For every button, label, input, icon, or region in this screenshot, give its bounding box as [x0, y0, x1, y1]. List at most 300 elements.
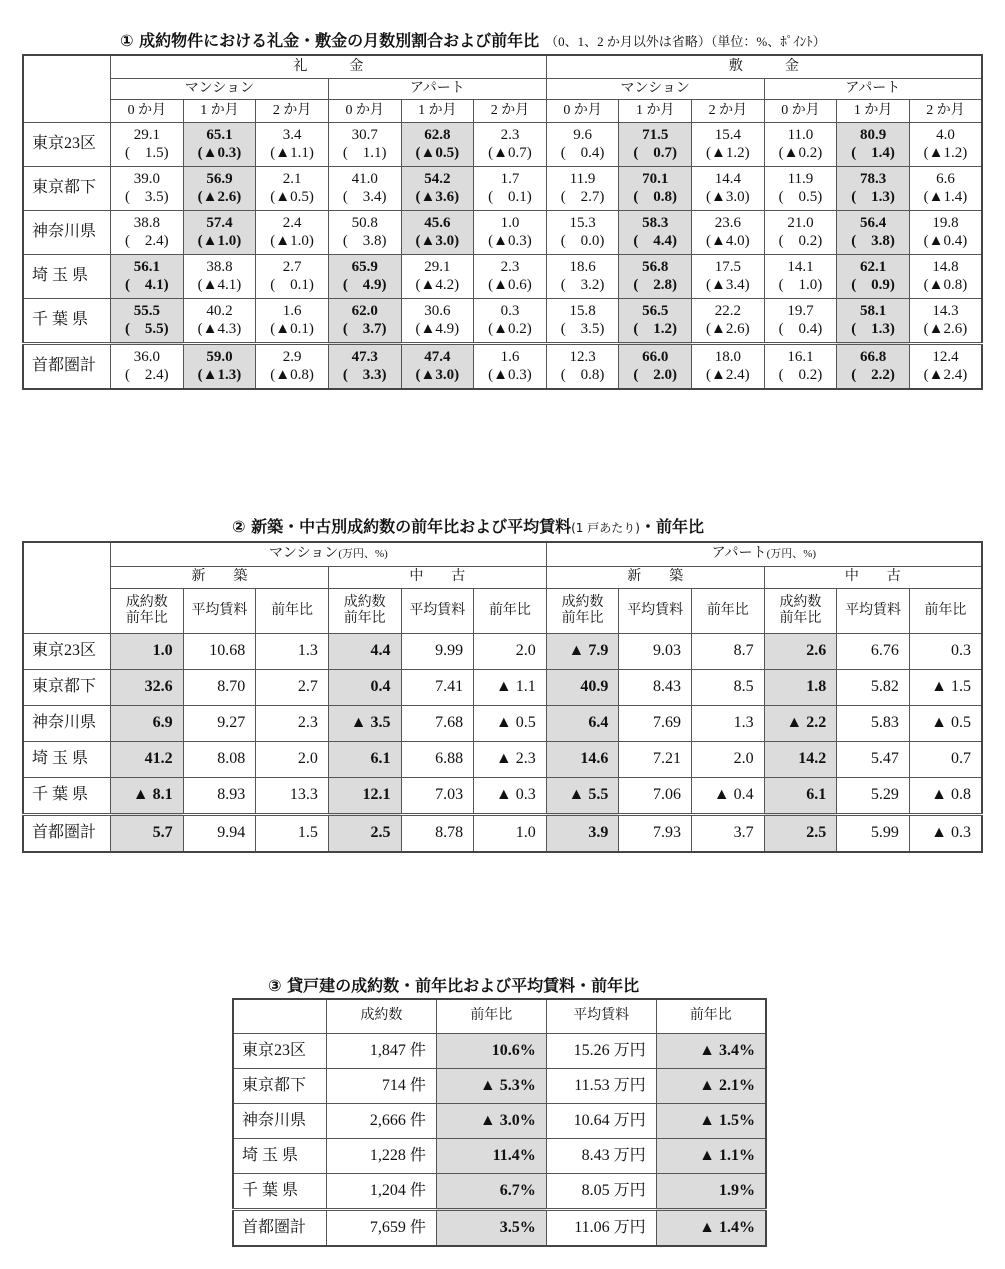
- change-value: ( 1.1): [342, 144, 387, 161]
- ratio-value: 57.4: [206, 215, 233, 232]
- value-cell: 2.0: [256, 742, 329, 778]
- change-value: (▲4.3): [197, 320, 242, 337]
- value-cell: [401, 123, 474, 167]
- column-header: 前年比: [474, 589, 547, 634]
- column-header: 前年比: [692, 589, 765, 634]
- value-cell: [619, 211, 692, 255]
- value-cell: 8.7: [692, 634, 765, 670]
- row-label: 東京都下: [233, 1069, 327, 1104]
- value-cell: 1.0: [474, 815, 547, 853]
- ratio-value: 36.0: [133, 349, 160, 366]
- ratio-value: 45.6: [424, 215, 451, 232]
- table-row: [23, 815, 982, 853]
- change-value: ( 1.3): [851, 188, 895, 205]
- ratio-value: 18.6: [569, 259, 596, 276]
- change-value: ( 2.8): [633, 276, 678, 293]
- ratio-value: 15.8: [569, 303, 596, 320]
- group-unit: (万円、%): [338, 548, 388, 561]
- change-value: ( 5.5): [124, 320, 169, 337]
- month-header: 2 か月: [256, 100, 329, 123]
- value-cell: [111, 299, 184, 344]
- value-cell: [328, 167, 401, 211]
- value-cell: [111, 123, 184, 167]
- group-header: 礼 金: [111, 55, 547, 79]
- ratio-value: 2.9: [282, 349, 302, 366]
- month-header: 1 か月: [619, 100, 692, 123]
- change-value: ( 0.5): [778, 188, 823, 205]
- group-header: [546, 542, 982, 567]
- change-value: ( 3.5): [124, 188, 169, 205]
- value-cell: [401, 211, 474, 255]
- month-header: 2 か月: [474, 100, 547, 123]
- header-row: [23, 589, 982, 634]
- value-cell: 40.9: [546, 670, 619, 706]
- ratio-value: 65.1: [206, 127, 233, 144]
- value-cell: [546, 167, 619, 211]
- ratio-value: 3.4: [282, 127, 302, 144]
- value-cell: 6.1: [328, 742, 401, 778]
- ratio-value: 58.1: [859, 303, 887, 320]
- table1-title-text: ① 成約物件における礼金・敷金の月数別割合および前年比: [120, 31, 540, 50]
- value-cell: ▲ 0.4: [692, 778, 765, 815]
- month-header: 2 か月: [692, 100, 765, 123]
- ratio-value: 17.5: [714, 259, 741, 276]
- value-cell: [474, 123, 547, 167]
- value-cell: [764, 167, 837, 211]
- value-cell: [837, 167, 910, 211]
- value-cell: [183, 299, 256, 344]
- change-value: (▲0.3): [488, 366, 532, 383]
- table-row: [23, 670, 982, 706]
- value-cell: ▲ 0.3: [909, 815, 982, 853]
- table2-title: [232, 514, 704, 537]
- kind-header: 新 築: [111, 567, 329, 589]
- value-cell: 7.93: [619, 815, 692, 853]
- value-cell: 2.0: [474, 634, 547, 670]
- value-cell: [692, 211, 765, 255]
- ratio-value: 1.6: [282, 303, 302, 320]
- value-cell: [692, 344, 765, 390]
- header-row: [23, 567, 982, 589]
- table-row: [233, 1069, 766, 1104]
- value-cell: [619, 123, 692, 167]
- table-row: [23, 634, 982, 670]
- value-cell: 1.5: [256, 815, 329, 853]
- value-cell: 5.29: [837, 778, 910, 815]
- value-cell: [909, 211, 982, 255]
- change-value: (▲0.1): [270, 320, 314, 337]
- value-cell: 2.5: [328, 815, 401, 853]
- change-value: (▲0.2): [488, 320, 532, 337]
- table-row: [233, 1139, 766, 1174]
- value-cell: 11.4%: [436, 1139, 546, 1174]
- change-value: (▲0.5): [415, 144, 460, 161]
- column-header: 前年比: [436, 999, 546, 1034]
- table-row: [23, 299, 982, 344]
- ratio-value: 62.8: [424, 127, 451, 144]
- row-label: 首都圏計: [23, 815, 111, 853]
- value-cell: 7.41: [401, 670, 474, 706]
- value-cell: [764, 211, 837, 255]
- value-cell: ▲ 3.5: [328, 706, 401, 742]
- change-value: ( 2.7): [560, 188, 605, 205]
- value-cell: 0.3: [909, 634, 982, 670]
- table-row: [23, 344, 982, 390]
- change-value: ( 3.7): [342, 320, 387, 337]
- value-cell: [909, 167, 982, 211]
- ratio-value: 15.4: [714, 127, 741, 144]
- ratio-value: 40.2: [206, 303, 233, 320]
- value-cell: 14.2: [764, 742, 837, 778]
- value-cell: ▲ 1.5: [909, 670, 982, 706]
- value-cell: ▲ 0.5: [909, 706, 982, 742]
- ratio-value: 1.0: [500, 215, 520, 232]
- ratio-value: 47.3: [351, 349, 378, 366]
- row-label: 千 葉 県: [23, 299, 111, 344]
- column-header: 成約数 前年比: [764, 589, 837, 634]
- ratio-value: 12.3: [569, 349, 596, 366]
- ratio-value: 19.7: [787, 303, 814, 320]
- value-cell: [764, 255, 837, 299]
- value-cell: [474, 255, 547, 299]
- value-cell: 12.1: [328, 778, 401, 815]
- ratio-value: 2.4: [282, 215, 302, 232]
- header-row: [23, 542, 982, 567]
- value-cell: 11.06 万円: [546, 1210, 656, 1247]
- value-cell: ▲ 1.1: [474, 670, 547, 706]
- change-value: (▲0.6): [488, 276, 532, 293]
- value-cell: 8.43 万円: [546, 1139, 656, 1174]
- row-label: 東京23区: [233, 1034, 327, 1069]
- change-value: (▲2.4): [923, 366, 968, 383]
- value-cell: 14.6: [546, 742, 619, 778]
- value-cell: [401, 167, 474, 211]
- column-header: 成約数 前年比: [328, 589, 401, 634]
- change-value: ( 0.8): [633, 188, 678, 205]
- value-cell: [111, 211, 184, 255]
- row-label: 埼 玉 県: [23, 255, 111, 299]
- value-cell: ▲ 1.1%: [656, 1139, 766, 1174]
- value-cell: 6.4: [546, 706, 619, 742]
- row-label: 首都圏計: [23, 344, 111, 390]
- column-header: 平均賃料: [619, 589, 692, 634]
- change-value: ( 1.5): [124, 144, 169, 161]
- table2-title-small: (1 戸あたり): [571, 521, 640, 535]
- value-cell: 7.68: [401, 706, 474, 742]
- table-row: [233, 1104, 766, 1139]
- value-cell: [619, 299, 692, 344]
- table-row: [233, 1034, 766, 1069]
- column-header: 平均賃料: [183, 589, 256, 634]
- change-value: (▲0.8): [923, 276, 968, 293]
- row-label: 埼 玉 県: [23, 742, 111, 778]
- column-header: 成約数: [327, 999, 437, 1034]
- change-value: ( 2.0): [633, 366, 678, 383]
- change-value: (▲0.2): [778, 144, 823, 161]
- ratio-value: 66.8: [859, 349, 887, 366]
- corner-cell: [233, 999, 327, 1034]
- ratio-value: 14.8: [932, 259, 959, 276]
- value-cell: 11.53 万円: [546, 1069, 656, 1104]
- value-cell: [619, 344, 692, 390]
- kind-header: 中 古: [328, 567, 546, 589]
- change-value: ( 1.0): [778, 276, 823, 293]
- change-value: (▲0.8): [270, 366, 314, 383]
- value-cell: 8.70: [183, 670, 256, 706]
- ratio-value: 6.6: [936, 171, 955, 188]
- value-cell: [328, 344, 401, 390]
- ratio-value: 56.8: [642, 259, 669, 276]
- value-cell: [909, 255, 982, 299]
- value-cell: 10.6%: [436, 1034, 546, 1069]
- column-header: 成約数 前年比: [111, 589, 184, 634]
- value-cell: [256, 167, 329, 211]
- value-cell: [692, 123, 765, 167]
- value-cell: [256, 299, 329, 344]
- change-value: (▲0.5): [270, 188, 314, 205]
- value-cell: ▲ 3.0%: [436, 1104, 546, 1139]
- change-value: (▲1.2): [706, 144, 750, 161]
- value-cell: [474, 167, 547, 211]
- value-cell: ▲ 1.4%: [656, 1210, 766, 1247]
- group-header: [111, 542, 547, 567]
- group-header: 敷 金: [546, 55, 982, 79]
- value-cell: 3.9: [546, 815, 619, 853]
- ratio-value: 15.3: [569, 215, 596, 232]
- value-cell: 7.21: [619, 742, 692, 778]
- change-value: ( 4.9): [342, 276, 387, 293]
- value-cell: [619, 255, 692, 299]
- value-cell: 7.69: [619, 706, 692, 742]
- change-value: (▲3.6): [415, 188, 460, 205]
- header-row: [23, 79, 982, 100]
- change-value: (▲0.3): [197, 144, 242, 161]
- value-cell: [474, 344, 547, 390]
- value-cell: [837, 299, 910, 344]
- kind-header: 中 古: [764, 567, 982, 589]
- ratio-value: 54.2: [424, 171, 451, 188]
- value-cell: [183, 167, 256, 211]
- ratio-value: 29.1: [133, 127, 160, 144]
- change-value: (▲0.4): [923, 232, 968, 249]
- column-header: 平均賃料: [546, 999, 656, 1034]
- value-cell: [619, 167, 692, 211]
- row-label: 千 葉 県: [23, 778, 111, 815]
- value-cell: 2.7: [256, 670, 329, 706]
- table1-title: [120, 28, 826, 51]
- ratio-value: 41.0: [351, 171, 378, 188]
- ratio-value: 56.1: [133, 259, 160, 276]
- ratio-value: 38.8: [133, 215, 160, 232]
- change-value: (▲2.6): [197, 188, 242, 205]
- value-cell: 0.4: [328, 670, 401, 706]
- ratio-value: 12.4: [932, 349, 959, 366]
- table-row: [23, 167, 982, 211]
- ratio-value: 0.3: [500, 303, 520, 320]
- value-cell: [909, 123, 982, 167]
- value-cell: 2.0: [692, 742, 765, 778]
- change-value: ( 0.7): [633, 144, 678, 161]
- value-cell: ▲ 5.5: [546, 778, 619, 815]
- value-cell: [837, 255, 910, 299]
- change-value: (▲4.1): [197, 276, 242, 293]
- ratio-value: 56.4: [859, 215, 887, 232]
- change-value: ( 4.4): [633, 232, 678, 249]
- ratio-value: 70.1: [642, 171, 669, 188]
- value-cell: [401, 344, 474, 390]
- value-cell: 1.3: [256, 634, 329, 670]
- value-cell: [183, 211, 256, 255]
- change-value: (▲4.9): [415, 320, 460, 337]
- value-cell: [474, 211, 547, 255]
- change-value: (▲3.0): [415, 366, 460, 383]
- change-value: (▲1.3): [197, 366, 242, 383]
- value-cell: 41.2: [111, 742, 184, 778]
- change-value: ( 0.2): [778, 232, 823, 249]
- change-value: (▲2.4): [706, 366, 750, 383]
- change-value: ( 1.2): [633, 320, 678, 337]
- kind-header: 新 築: [546, 567, 764, 589]
- row-label: 首都圏計: [233, 1210, 327, 1247]
- change-value: ( 0.8): [560, 366, 605, 383]
- value-cell: [764, 299, 837, 344]
- month-header: 1 か月: [401, 100, 474, 123]
- table-row: [23, 255, 982, 299]
- corner-cell: [23, 55, 111, 123]
- change-value: ( 2.4): [124, 366, 169, 383]
- value-cell: 7.06: [619, 778, 692, 815]
- ratio-value: 38.8: [206, 259, 233, 276]
- change-value: ( 0.2): [778, 366, 823, 383]
- value-cell: [401, 299, 474, 344]
- row-label: 東京都下: [23, 670, 111, 706]
- new-used-table: [22, 541, 983, 853]
- value-cell: [111, 255, 184, 299]
- ratio-value: 80.9: [859, 127, 887, 144]
- row-label: 東京23区: [23, 123, 111, 167]
- change-value: ( 3.4): [342, 188, 387, 205]
- value-cell: 5.7: [111, 815, 184, 853]
- value-cell: 15.26 万円: [546, 1034, 656, 1069]
- ratio-value: 71.5: [642, 127, 669, 144]
- value-cell: 7,659 件: [327, 1210, 437, 1247]
- change-value: ( 3.8): [342, 232, 387, 249]
- ratio-value: 14.3: [932, 303, 959, 320]
- value-cell: ▲ 8.1: [111, 778, 184, 815]
- ratio-value: 19.8: [932, 215, 959, 232]
- value-cell: 5.82: [837, 670, 910, 706]
- ratio-value: 62.1: [859, 259, 887, 276]
- row-label: 千 葉 県: [233, 1174, 327, 1210]
- change-value: (▲2.6): [923, 320, 968, 337]
- value-cell: [909, 344, 982, 390]
- group-name: アパート: [711, 546, 767, 562]
- change-value: ( 3.3): [342, 366, 387, 383]
- change-value: (▲4.2): [415, 276, 460, 293]
- value-cell: [546, 255, 619, 299]
- change-value: (▲1.1): [270, 144, 314, 161]
- month-header: 0 か月: [546, 100, 619, 123]
- detached-house-table: [232, 998, 767, 1247]
- change-value: ( 3.8): [851, 232, 895, 249]
- value-cell: 2.5: [764, 815, 837, 853]
- value-cell: [328, 123, 401, 167]
- change-value: ( 0.1): [270, 276, 314, 293]
- table-row: [23, 706, 982, 742]
- change-value: (▲1.2): [923, 144, 968, 161]
- ratio-value: 50.8: [351, 215, 378, 232]
- month-header: 0 か月: [328, 100, 401, 123]
- value-cell: [401, 255, 474, 299]
- change-value: ( 3.2): [560, 276, 605, 293]
- change-value: (▲1.0): [197, 232, 242, 249]
- change-value: (▲0.7): [488, 144, 532, 161]
- value-cell: 13.3: [256, 778, 329, 815]
- header-row: [233, 999, 766, 1034]
- change-value: (▲4.0): [706, 232, 750, 249]
- value-cell: 1.8: [764, 670, 837, 706]
- change-value: ( 2.4): [124, 232, 169, 249]
- ratio-value: 23.6: [714, 215, 741, 232]
- value-cell: [256, 344, 329, 390]
- value-cell: [837, 211, 910, 255]
- value-cell: [692, 167, 765, 211]
- change-value: (▲0.3): [488, 232, 532, 249]
- ratio-value: 65.9: [351, 259, 378, 276]
- row-label: 東京23区: [23, 634, 111, 670]
- value-cell: 2.3: [256, 706, 329, 742]
- ratio-value: 2.1: [282, 171, 302, 188]
- ratio-value: 58.3: [642, 215, 669, 232]
- value-cell: [837, 344, 910, 390]
- ratio-value: 55.5: [133, 303, 160, 320]
- row-label: 埼 玉 県: [233, 1139, 327, 1174]
- value-cell: ▲ 0.3: [474, 778, 547, 815]
- ratio-value: 11.0: [787, 127, 814, 144]
- ratio-value: 56.5: [642, 303, 669, 320]
- value-cell: 8.43: [619, 670, 692, 706]
- value-cell: 2,666 件: [327, 1104, 437, 1139]
- table2-title-end: ・前年比: [639, 517, 704, 536]
- type-header: アパート: [764, 79, 982, 100]
- change-value: ( 0.9): [851, 276, 895, 293]
- value-cell: [183, 123, 256, 167]
- change-value: ( 0.1): [488, 188, 532, 205]
- change-value: ( 0.4): [560, 144, 605, 161]
- value-cell: 1.9%: [656, 1174, 766, 1210]
- value-cell: 4.4: [328, 634, 401, 670]
- value-cell: [328, 211, 401, 255]
- ratio-value: 14.4: [714, 171, 741, 188]
- ratio-value: 1.7: [500, 171, 520, 188]
- value-cell: [111, 344, 184, 390]
- ratio-value: 18.0: [714, 349, 741, 366]
- table3-title-text: ③ 貸戸建の成約数・前年比および平均賃料・前年比: [268, 976, 640, 995]
- value-cell: ▲ 0.8: [909, 778, 982, 815]
- value-cell: [837, 123, 910, 167]
- table-row: [233, 1210, 766, 1247]
- value-cell: ▲ 7.9: [546, 634, 619, 670]
- change-value: ( 0.4): [778, 320, 823, 337]
- value-cell: [764, 123, 837, 167]
- value-cell: 10.64 万円: [546, 1104, 656, 1139]
- ratio-value: 30.6: [424, 303, 451, 320]
- value-cell: [546, 299, 619, 344]
- value-cell: 3.5%: [436, 1210, 546, 1247]
- value-cell: [328, 299, 401, 344]
- value-cell: ▲ 5.3%: [436, 1069, 546, 1104]
- ratio-value: 66.0: [642, 349, 669, 366]
